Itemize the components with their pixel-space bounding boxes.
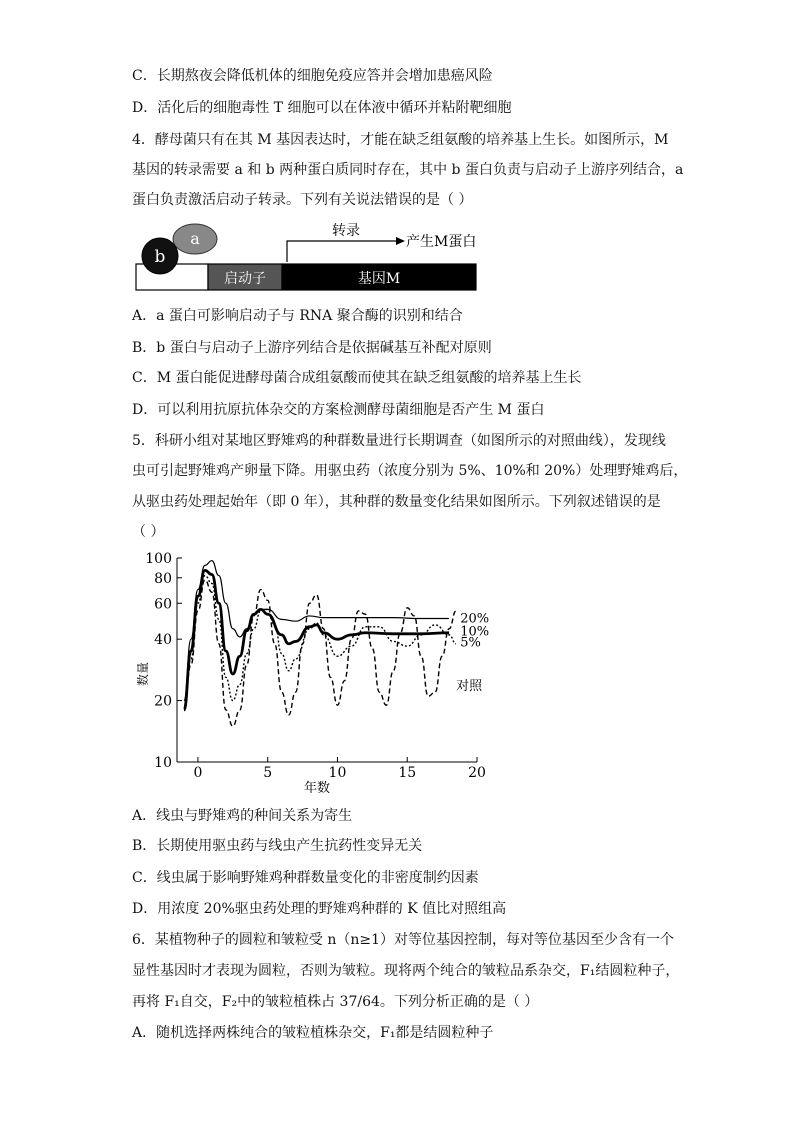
text-line-q4b: 基因的转录需要 a 和 b 两种蛋白质同时存在，其中 b 蛋白负责与启动子上游序列结合，a [132,162,684,178]
text-line-q6c: 再将 F₁自交，F₂中的皱粒植株占 37/64。下列分析正确的是（ ） [132,994,539,1010]
gene-expression-diagram [134,222,480,294]
text-line-q5c: 从驱虫药处理起始年（即 0 年），其种群的数量变化结果如图所示。下列叙述错误的是 [132,494,661,510]
y-tick-label: 40 [154,632,172,649]
y-tick-label: 80 [154,570,172,587]
x-tick-label: 5 [263,765,273,781]
text-line-q4a: 4．酵母菌只有在其 M 基因表达时，才能在缺乏组氨酸的培养基上生长。如图所示，M [132,132,669,148]
series-label: 20% [460,611,490,627]
y-tick-label: 60 [154,596,172,613]
series-label: 5% [460,635,481,651]
series-line [184,570,449,710]
promoter-label: 启动子 [224,271,266,287]
text-line-q4od: D．可以利用抗原抗体杂交的方案检测酵母菌细胞是否产生 M 蛋白 [132,402,545,418]
series-label: 对照 [456,679,483,695]
text-line-q3d: D．活化后的细胞毒性 T 细胞可以在体液中循环并粘附靶细胞 [132,100,512,116]
text-line-q4ob: B．b 蛋白与启动子上游序列结合是依据碱基互补配对原则 [132,340,492,356]
y-tick-label: 20 [154,693,172,710]
text-line-q5od: D．用浓度 20%驱虫药处理的野雉鸡种群的 K 值比对照组高 [132,901,507,917]
gene-m-label: 基因M [357,271,401,287]
x-axis-label: 年数 [303,781,331,796]
x-tick-label: 0 [193,765,203,781]
text-line-q4c: 蛋白负责激活启动子转录。下列有关说法错误的是（ ） [132,192,473,208]
y-tick-label: 10 [154,755,172,771]
x-tick-label: 10 [328,765,347,781]
transcription-arrowhead [396,237,405,245]
series-label: 10% [460,624,490,640]
protein-b-label: b [154,247,166,267]
text-line-q6oa: A．随机选择两株纯合的皱粒植株杂交，F₁都是结圆粒种子 [132,1025,494,1041]
transcription-arrow [287,241,396,262]
transcription-label: 转录 [332,223,360,239]
text-line-q6b: 显性基因时才表现为圆粒，否则为皱粒。现将两个纯合的皱粒品系杂交，F₁结圆粒种子， [132,963,680,979]
text-line-q5a: 5．科研小组对某地区野雉鸡的种群数量进行长期调查（如图所示的对照曲线），发现线 [132,433,666,449]
text-line-q6a: 6．某植物种子的圆粒和皱粒受 n（n≥1）对等位基因控制，每对等位基因至少含有一个 [132,932,675,948]
protein-a-label: a [190,229,200,248]
product-label: 产生M蛋白 [406,234,477,250]
text-line-q5oc: C．线虫属于影响野雉鸡种群数量变化的非密度制约因素 [132,870,479,886]
text-line-q5oa: A．线虫与野雉鸡的种间关系为寄生 [132,808,353,824]
y-tick-label: 100 [145,551,172,567]
x-tick-label: 20 [468,765,486,781]
population-chart [132,546,512,796]
x-tick-label: 15 [398,765,417,781]
text-line-q4oc: C．M 蛋白能促进酵母菌合成组氨酸而使其在缺乏组氨酸的培养基上生长 [132,370,582,386]
text-line-q5ob: B．长期使用驱虫药与线虫产生抗药性变异无关 [132,838,423,854]
y-axis-label: 数量 [136,661,150,687]
text-line-q5d: （ ） [132,524,165,540]
text-line-q3c: C．长期熬夜会降低机体的细胞免疫应答并会增加患癌风险 [132,68,493,84]
text-line-q5b: 虫可引起野雉鸡产卵量下降。用驱虫药（浓度分别为 5%、10%和 20%）处理野雉鸡后， [132,463,688,479]
text-line-q4oa: A．a 蛋白可影响启动子与 RNA 聚合酶的识别和结合 [132,308,463,324]
